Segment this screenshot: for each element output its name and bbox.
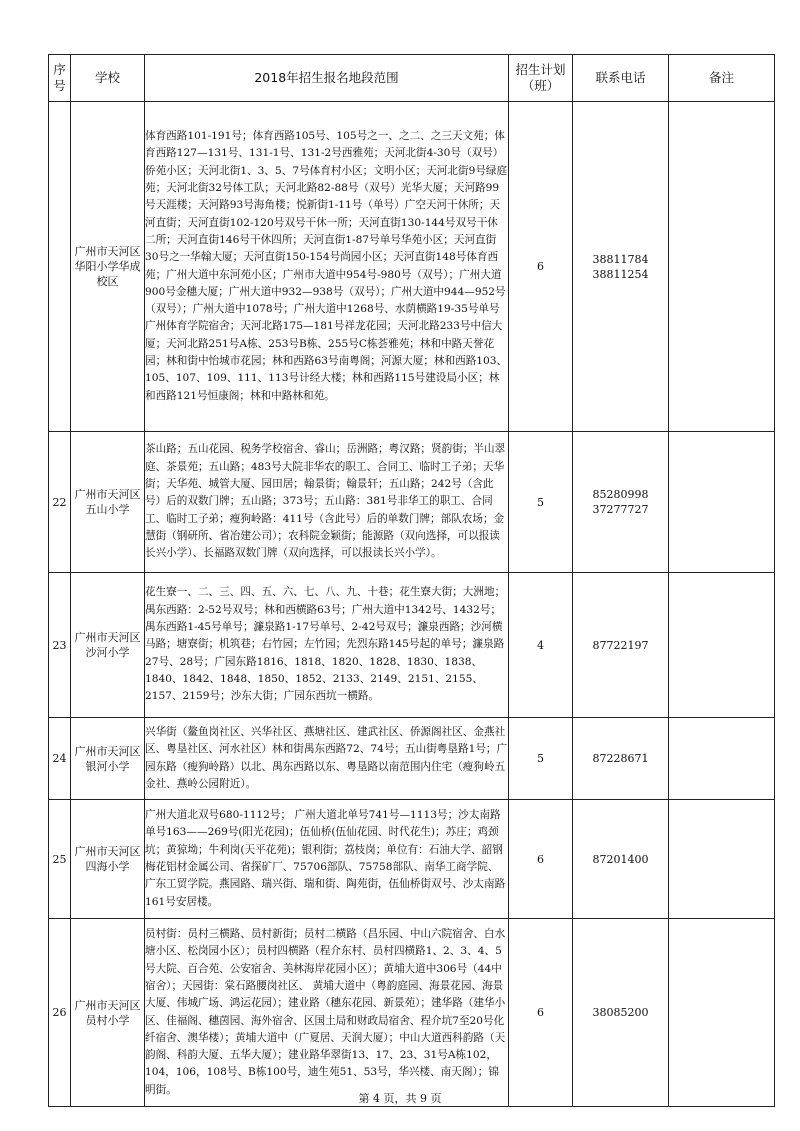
header-plan: 招生计划（班） [509,55,573,102]
header-no: 序号 [49,55,71,102]
row-no: 25 [49,800,71,919]
row-note [669,102,775,432]
phone-number: 38811784 [592,252,649,266]
row-range: 体育西路101-191号；体育西路105号、105号之一、之二、之三天文苑；体育西路127—131号、131-1号、131-2号西雅苑；天河北街4-30号（双号）侨苑小区；天河北街1、3、5、7号体育村小区；文明小区；天河北街9号绿庭苑；天河北街32号体工队；天河北路82-88号（双号）光华大厦；天河路99号天涯楼；天河路93号海角楼；悦新街1-11号（单号）广空天河干休所；天河直街；天河直街102-120号双号干休一所；天河直街130-144号双号干休二所；天河直街146号干休四所；天河直街1-87号单号华苑小区；天河直街30号之一华翰大厦；天河直街150-154号尚园小区；天河直街148号体育西苑；广州大道中东河苑小区；广州市大道中954号-980号（双号）；广州大道900号金穗大厦；广州大道中932—938号（双号）；广州大道中944—952号（双号）；广州大道中1078号；广州大道中1268号、水荫横路19-35号单号广州体育学院宿舍；天河北路175—181号祥龙花园；天河北路233号中信大厦；天河北路251号A栋、253号B栋、255号C栋荟雅苑；林和中路天誉花园；林和街中怡城市花园；林和西路63号南粤阁；河源大厦；林和西路103、105、107、109、111、113号计经大楼；林和西路115号建设局小区；林和西路121号恒康阁；林和中路林和苑。 [145,102,509,432]
row-note [669,919,775,1107]
row-no [49,102,71,432]
page-footer: 第 4 页，共 9 页 [358,1092,442,1105]
table-row [49,800,775,919]
phone-number: 38085200 [592,1006,649,1019]
row-phone [573,718,669,800]
row-school: 广州市天河区员村小学 [71,919,145,1107]
phone-number: 87228671 [592,752,649,765]
row-plan: 4 [509,573,573,718]
row-note [669,718,775,800]
row-plan: 6 [509,800,573,919]
row-plan: 6 [509,102,573,432]
table-row [49,573,775,718]
row-school: 广州市天河区银河小学 [71,718,145,800]
row-no: 23 [49,573,71,718]
row-phone [573,432,669,573]
row-school: 广州市天河区华阳小学华成校区 [71,102,145,432]
row-range: 员村街：员村三横路、员村新街；员村二横路（昌乐园、中山六院宿舍、白水塘小区、松岗园小区）；员村四横路（程介东村、员村四横路1、2、3、4、5号大院、百合苑、公安宿舍、美林海岸花园小区）；黄埔大道中306号（44中宿舍）；天园街：棠石路腰岗社区、 黄埔大道中（粤韵庭园、海景花园、海景大厦、伟城广场、鸿运花园）；建业路（穗东花园、新景苑）；建华路（建华小区、佳福阁、穗茵园、海外宿舍、区国土局和财政局宿舍、程介坑7至20号化纤宿舍、澳华楼）；黄埔大道中（广夏居、天润大厦）；中山大道西科韵路（天韵阁、科韵大厦、五华大厦）；建业路华翠街13、17、23、31号A栋102，104，106，108号、B栋100号，迪生苑51、53号，华兴楼、南天阁）；锦明街。 [145,919,509,1107]
phone-number: 85280998 [592,488,649,501]
row-school: 广州市天河区沙河小学 [71,573,145,718]
row-school: 广州市天河区五山小学 [71,432,145,573]
row-phone [573,102,669,432]
table-row [49,919,775,1107]
header-phone: 联系电话 [573,55,669,102]
phone-number: 37277727 [592,503,649,516]
row-range: 广州大道北双号680-1112号； 广州大道北单号741号—1113号；沙太南路单号163——269号(阳光花园)；伍仙桥(伍仙花园、时代花生)；苏庄；鸡颈坑；黄猄坳；牛利岗(天平花苑)；银利街；荔枝岗；单位有：石油大学、韶钢梅花铝材金属公司、省探矿厂、75706部队、75758部队、南华工商学院、广东工贸学院。燕园路、瑞兴街、瑞和街、陶苑街，伍仙桥街双号、沙太南路161号安居楼。 [145,800,509,919]
table-row [49,718,775,800]
row-range: 花生寮一、二、三、四、五、六、七、八、九、十巷；花生寮大街；大洲地；禺东西路：2-52号双号；林和西横路63号；广州大道中1342号、1432号；禺东西路1-45号单号；濂泉路1-17号单号、2-42号双号；濂泉西路；沙河横马路；塘寮街；机筑巷；右竹园；左竹园；先烈东路145号起的单号；濂泉路27号、28号；广园东路1816、1818、1820、1828、1830、1838、1840、1842、1848、1850、1852、2133、2149、2151、2155、2157、2159号；沙东大街；广园东西坑一横路。 [145,573,509,718]
phone-number: 87201400 [592,852,649,866]
row-phone [573,573,669,718]
row-note [669,800,775,919]
row-no: 24 [49,718,71,800]
row-note [669,432,775,573]
row-plan: 6 [509,919,573,1107]
row-phone [573,800,669,919]
row-plan: 5 [509,432,573,573]
row-note [669,573,775,718]
row-plan: 5 [509,718,573,800]
row-phone [573,919,669,1107]
phone-number: 87722197 [592,638,649,652]
enrollment-table [48,54,775,1107]
table-header-row [49,55,775,102]
phone-number: 38811254 [592,267,649,281]
row-no: 22 [49,432,71,573]
header-note: 备注 [669,55,775,102]
row-no: 26 [49,919,71,1107]
table-row [49,432,775,573]
row-school: 广州市天河区四海小学 [71,800,145,919]
table-row [49,102,775,432]
header-school: 学校 [71,55,145,102]
row-range: 茶山路；五山花园、税务学校宿舍、睿山；岳洲路；粤汉路；贤韵街；半山翠庭、茶景苑；五山路；483号大院非华农的职工、合同工、临时工子弟；天华街；天华苑、城管大厦、园田居；翰景街；翰景轩；五山路；242号（含此号）后的双数门牌；五山路；373号；五山路：381号非华工的职工、合同工、临时工子弟；瘦狗岭路：411号（含此号）后的单数门牌；部队农场；金慧街（钢研所、省冶建公司）；农科院金颖街；能源路（双向选择，可以报读长兴小学）、长福路双数门牌（双向选择，可以报读长兴小学）。 [145,432,509,573]
row-range: 兴华街（鳌鱼岗社区、兴华社区、燕塘社区、建武社区、侨源阁社区、金燕社区、粤垦社区、河水社区）林和街禺东西路72、74号；五山街粤垦路1号；广园东路（瘦狗岭路）以北、禺东西路以东、粤垦路以南范围内住宅（瘦狗岭五金社、燕岭公园附近）。 [145,718,509,800]
header-range: 2018年招生报名地段范围 [145,55,509,102]
